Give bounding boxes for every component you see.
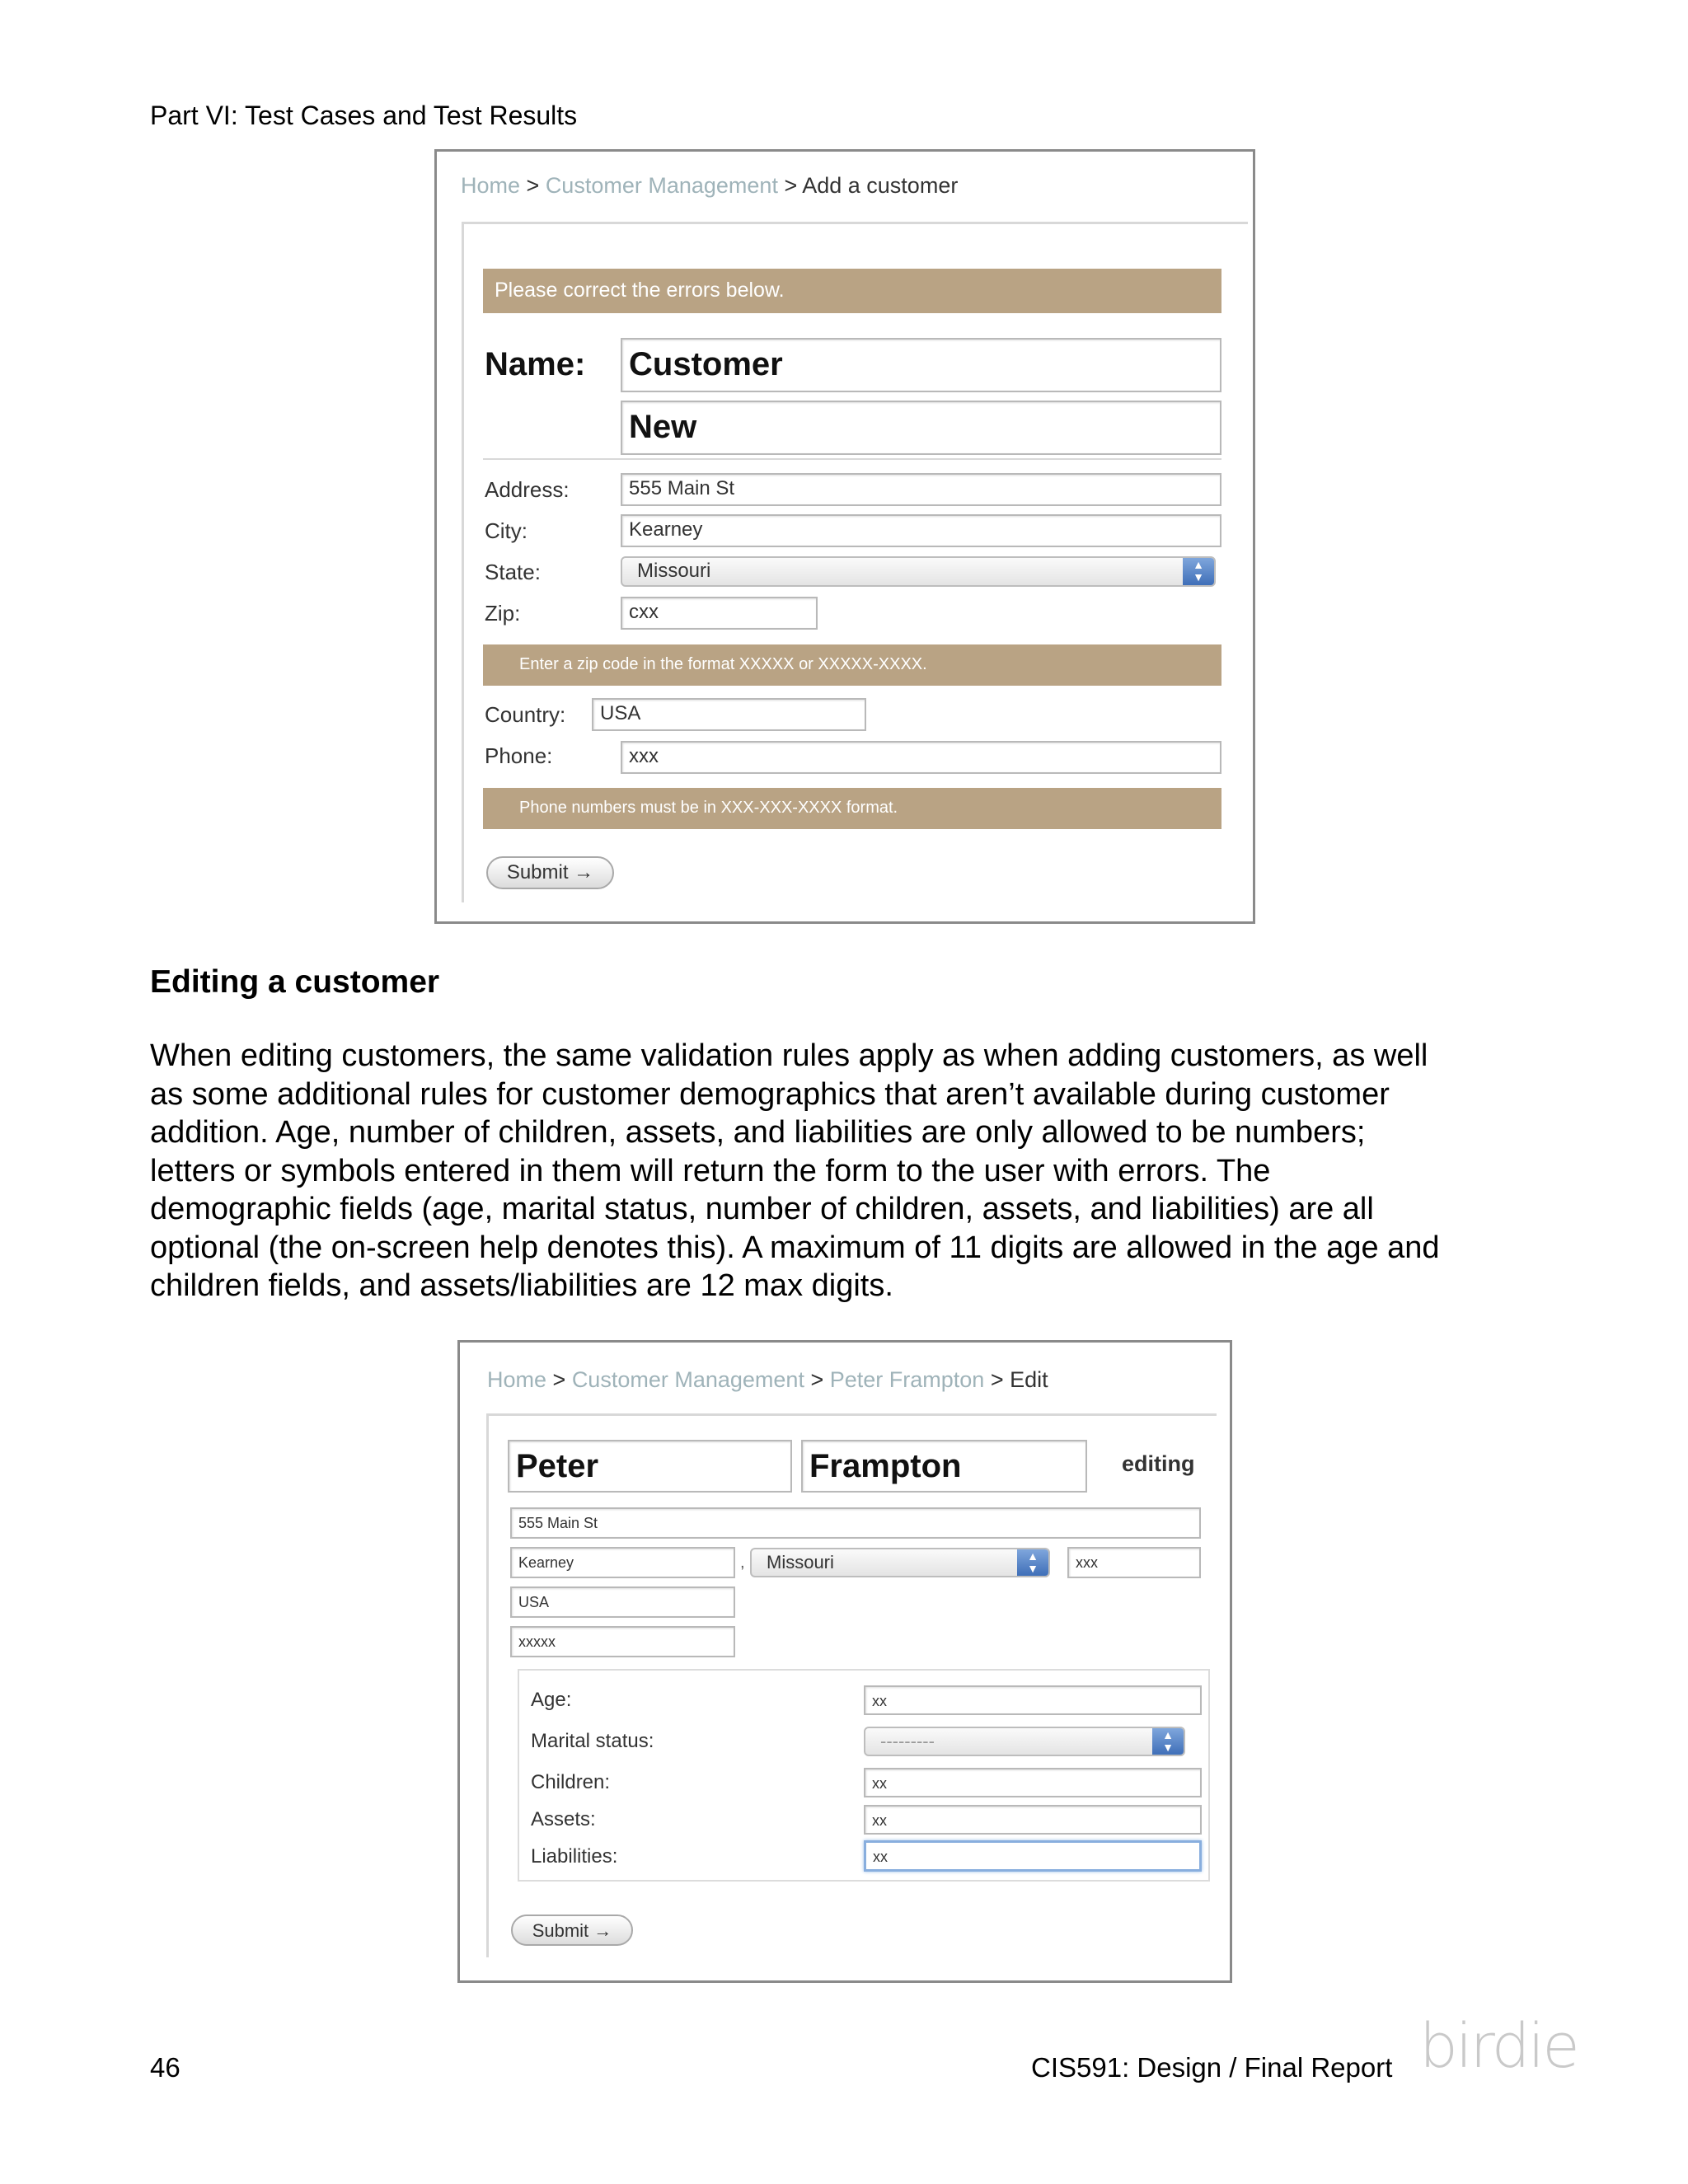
last-name-input[interactable]: New	[621, 401, 1221, 455]
breadcrumb	[487, 1367, 1048, 1393]
state-label: State:	[485, 560, 541, 584]
footer-title: CIS591: Design / Final Report	[1031, 2052, 1393, 2083]
phone-error-message: Phone numbers must be in XXX-XXX-XXXX format.	[483, 788, 1221, 829]
divider	[486, 1413, 1217, 1416]
page-number: 46	[150, 2052, 181, 2083]
liabilities-label: Liabilities:	[531, 1845, 618, 1868]
breadcrumb-separator: >	[520, 173, 546, 198]
body-paragraph	[150, 1037, 1584, 1305]
last-name-input[interactable]: Frampton	[801, 1440, 1087, 1493]
age-input[interactable]: xx	[864, 1685, 1202, 1715]
select-arrows-icon: ▲ ▼	[1152, 1728, 1184, 1755]
state-select[interactable]	[621, 556, 1216, 587]
error-banner: Please correct the errors below.	[483, 269, 1221, 313]
address-input[interactable]: 555 Main St	[510, 1507, 1201, 1539]
submit-button[interactable]: Submit →	[486, 856, 614, 889]
section-header: Part VI: Test Cases and Test Results	[150, 101, 578, 130]
paragraph-line: demographic fields (age, marital status, number of children, assets, and liabilities) are all	[150, 1192, 1374, 1226]
address-input[interactable]: 555 Main St	[621, 473, 1221, 506]
paragraph-line: letters or symbols entered in them will return the form to the user with errors. The	[150, 1153, 1271, 1188]
state-select[interactable]	[750, 1548, 1050, 1577]
form-border	[486, 1413, 489, 1957]
assets-label: Assets:	[531, 1808, 596, 1830]
add-customer-screenshot	[434, 149, 1255, 924]
subheading: Editing a customer	[150, 964, 440, 1000]
birdie-logo: birdie	[1419, 2011, 1578, 2082]
breadcrumb-separator: >	[777, 173, 803, 198]
first-name-input[interactable]: Customer	[621, 338, 1221, 392]
breadcrumb-separator: >	[804, 1367, 830, 1392]
liabilities-input[interactable]: xx	[864, 1840, 1202, 1872]
breadcrumb-current: Add a customer	[802, 173, 959, 198]
form-border	[462, 222, 464, 902]
phone-label: Phone:	[485, 743, 553, 768]
marital-status-select[interactable]	[864, 1727, 1185, 1756]
breadcrumb-separator: >	[546, 1367, 572, 1392]
paragraph-line: addition. Age, number of children, assets, and liabilities are only allowed to be numbers;	[150, 1115, 1366, 1150]
state-separator: ,	[740, 1554, 745, 1572]
divider	[462, 222, 1248, 224]
breadcrumb	[461, 173, 958, 199]
address-label: Address:	[485, 477, 570, 502]
paragraph-line: When editing customers, the same validation rules apply as when adding customers, as well	[150, 1038, 1428, 1073]
zip-input[interactable]: xxx	[1067, 1547, 1201, 1578]
select-arrows-icon: ▲ ▼	[1183, 558, 1214, 585]
assets-input[interactable]: xx	[864, 1805, 1202, 1835]
name-label: Name:	[485, 346, 586, 382]
city-input[interactable]: Kearney	[621, 514, 1221, 547]
breadcrumb-separator: >	[984, 1367, 1010, 1392]
breadcrumb-management-link[interactable]: Customer Management	[571, 1367, 804, 1392]
marital-status-label: Marital status:	[531, 1730, 654, 1752]
state-select-value: Missouri	[767, 1552, 834, 1572]
select-arrows-icon: ▲ ▼	[1017, 1549, 1048, 1576]
submit-button[interactable]: Submit →	[511, 1915, 633, 1946]
breadcrumb-management-link[interactable]: Customer Management	[545, 173, 778, 198]
breadcrumb-home-link[interactable]: Home	[461, 173, 521, 198]
age-label: Age:	[531, 1689, 572, 1711]
breadcrumb-home-link[interactable]: Home	[487, 1367, 547, 1392]
breadcrumb-customer-link[interactable]: Peter Frampton	[829, 1367, 985, 1392]
zip-label: Zip:	[485, 601, 521, 626]
state-select-value: Missouri	[637, 560, 711, 582]
breadcrumb-current: Edit	[1010, 1367, 1048, 1392]
phone-input[interactable]: xxx	[621, 741, 1221, 774]
children-input[interactable]: xx	[864, 1768, 1202, 1797]
divider	[483, 458, 1221, 460]
phone-input[interactable]: xxxxx	[510, 1626, 735, 1657]
city-input[interactable]: Kearney	[510, 1547, 735, 1578]
marital-status-value: ---------	[880, 1731, 935, 1751]
zip-input[interactable]: cxx	[621, 597, 818, 630]
first-name-input[interactable]: Peter	[508, 1440, 792, 1493]
zip-error-message: Enter a zip code in the format XXXXX or XXXXX-XXXX.	[483, 644, 1221, 686]
country-input[interactable]: USA	[510, 1586, 735, 1618]
country-label: Country:	[485, 702, 566, 727]
country-input[interactable]: USA	[592, 698, 866, 731]
paragraph-line: children fields, and assets/liabilities are 12 max digits.	[150, 1268, 893, 1303]
paragraph-line: as some additional rules for customer demographics that aren’t available during customer	[150, 1076, 1390, 1112]
city-label: City:	[485, 518, 528, 543]
paragraph-line: optional (the on-screen help denotes this). A maximum of 11 digits are allowed in the age and	[150, 1230, 1440, 1265]
children-label: Children:	[531, 1771, 611, 1793]
editing-label: editing	[1122, 1451, 1195, 1476]
edit-customer-screenshot	[457, 1340, 1232, 1983]
